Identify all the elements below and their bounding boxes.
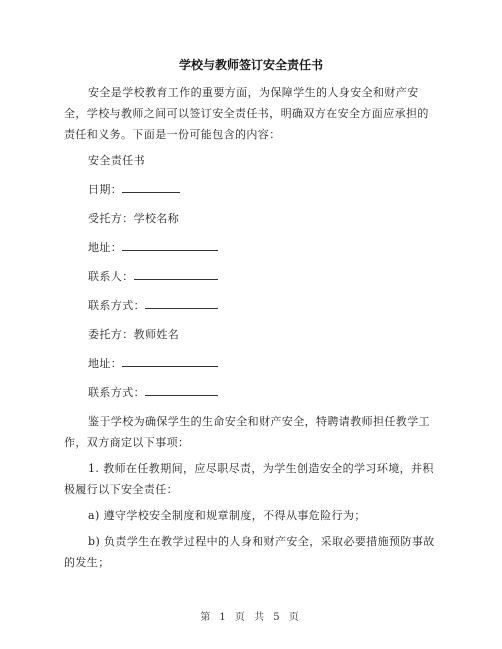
item-b: b) 负责学生在教学过程中的人身和财产安全，采取必要措施预防事故的发生； xyxy=(64,535,435,569)
agent-phone-blank xyxy=(145,383,218,396)
para-2: 1. 教师在任教期间，应尽职尽责，为学生创造安全的学习环境，并积极履行以下安全责任： xyxy=(64,462,434,496)
intro-paragraph: 安全是学校教育工作的重要方面，为保障学生的人身安全和财产安全，学校与教师之间可以签订安全责任书，明确双方在安全方面应承担的责任和义务。下面是一份可能包含的内容： xyxy=(64,86,429,141)
principal-phone-blank xyxy=(145,296,218,309)
agent-label: 委托方：教师姓名 xyxy=(88,328,180,341)
item-a: a) 遵守学校安全制度和规章制度，不得从事危险行为； xyxy=(88,509,366,522)
principal-contact-blank xyxy=(134,267,218,280)
document-body xyxy=(64,82,440,578)
principal-address-blank xyxy=(122,238,218,251)
agent-address-label: 地址： xyxy=(88,357,123,370)
principal-address-label: 地址： xyxy=(88,241,123,254)
principal-contact-line xyxy=(64,266,440,287)
heading-text: 安全责任书 xyxy=(88,154,145,167)
principal-address-line xyxy=(64,237,440,258)
para-1: 鉴于学校为确保学生的生命安全和财产安全，特聘请教师担任教学工作，双方商定以下事项： xyxy=(64,415,430,449)
agent-line xyxy=(64,324,440,345)
principal-phone-line xyxy=(64,295,440,316)
date-blank xyxy=(122,180,180,193)
page-footer: 第 1 页 共 5 页 xyxy=(200,612,302,623)
agent-address-line xyxy=(64,353,440,374)
agent-phone-line xyxy=(64,382,440,403)
principal-line xyxy=(64,208,440,229)
agent-address-blank xyxy=(122,354,218,367)
agent-phone-label: 联系方式： xyxy=(88,386,145,399)
heading-line xyxy=(64,150,440,171)
document-title: 学校与教师签订安全责任书 xyxy=(178,58,323,72)
principal-contact-label: 联系人： xyxy=(88,270,134,283)
principal-label: 受托方：学校名称 xyxy=(88,212,180,225)
date-label: 日期： xyxy=(88,183,123,196)
date-line xyxy=(64,179,440,200)
principal-phone-label: 联系方式： xyxy=(88,299,145,312)
